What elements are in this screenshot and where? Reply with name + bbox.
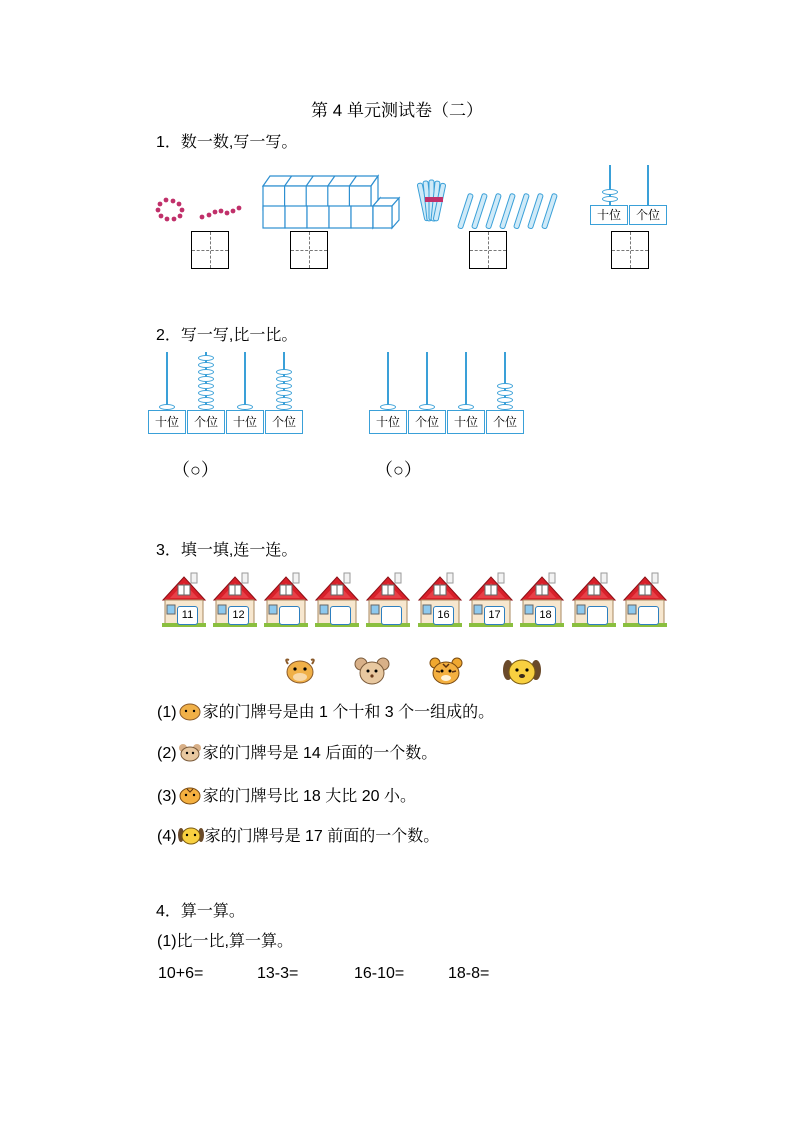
item-number: (4) [157,828,177,845]
house-number[interactable]: 16 [433,606,454,625]
q3-item-3 [157,785,416,807]
abacus-left [148,352,304,434]
ox-icon[interactable] [282,656,318,686]
tens-label: 十位 [148,410,186,434]
house-number[interactable]: 17 [484,606,505,625]
item-text: 家的门牌号是由 1 个十和 3 个一组成的。 [202,704,495,721]
mouse-icon[interactable] [354,656,390,686]
q3-item-2 [157,742,437,764]
answer-box[interactable] [191,231,229,269]
house [518,572,566,628]
item-text: 家的门牌号是 14 后面的一个数。 [202,745,438,762]
house [262,572,310,628]
house-number[interactable]: 12 [228,606,249,625]
house [211,572,259,628]
house-number[interactable] [279,606,300,625]
house-number[interactable]: 18 [535,606,556,625]
ones-label: 个位 [486,410,524,434]
house [416,572,464,628]
house [621,572,669,628]
q4-subheading: (1)比一比,算一算。 [157,933,294,950]
cubes-illustration [260,172,402,232]
math-expression[interactable]: 13-3= [257,965,299,982]
compare-mark-right[interactable]: （○） [375,460,422,480]
math-expression[interactable]: 16-10= [354,965,405,982]
house [160,572,208,628]
item-number: (2) [157,745,177,762]
answer-box[interactable] [290,231,328,269]
q2-heading: 2．写一写,比一比。 [156,327,298,344]
dog-icon [177,825,205,845]
q1-heading: 1．数一数,写一写。 [156,134,298,151]
tiger-icon [177,785,203,805]
house [364,572,412,628]
dog-icon[interactable] [502,656,542,686]
q3-item-4 [157,825,439,847]
house-number[interactable] [638,606,659,625]
item-number: (1) [157,704,177,721]
q3-heading: 3．填一填,连一连。 [156,542,298,559]
item-number: (3) [157,788,177,805]
q1-abacus [590,165,670,230]
tens-label: 十位 [590,205,628,225]
tens-label: 十位 [447,410,485,434]
q4-heading: 4．算一算。 [156,903,245,920]
ones-label: 个位 [408,410,446,434]
abacus-right [369,352,525,434]
item-text: 家的门牌号比 18 大比 20 小。 [202,788,416,805]
house-number[interactable] [587,606,608,625]
answer-box[interactable] [469,231,507,269]
ox-icon [177,701,203,721]
mouse-icon [177,742,203,762]
q3-item-1 [157,701,494,723]
beads-illustration [150,190,250,230]
house-number[interactable] [381,606,402,625]
ones-label: 个位 [265,410,303,434]
house-number[interactable]: 11 [177,606,198,625]
ones-label: 个位 [629,205,667,225]
math-expression[interactable]: 10+6= [158,965,204,982]
tens-label: 十位 [226,410,264,434]
house [313,572,361,628]
ones-label: 个位 [187,410,225,434]
answer-box[interactable] [611,231,649,269]
math-expression[interactable]: 18-8= [448,965,490,982]
house [570,572,618,628]
sticks-illustration [415,175,575,235]
tens-label: 十位 [369,410,407,434]
item-text: 家的门牌号是 17 前面的一个数。 [204,828,440,845]
house-number[interactable] [330,606,351,625]
page-title: 第 4 单元测试卷（二） [311,101,483,120]
tiger-icon[interactable] [428,656,464,686]
compare-mark-left[interactable]: （○） [172,460,219,480]
house [467,572,515,628]
